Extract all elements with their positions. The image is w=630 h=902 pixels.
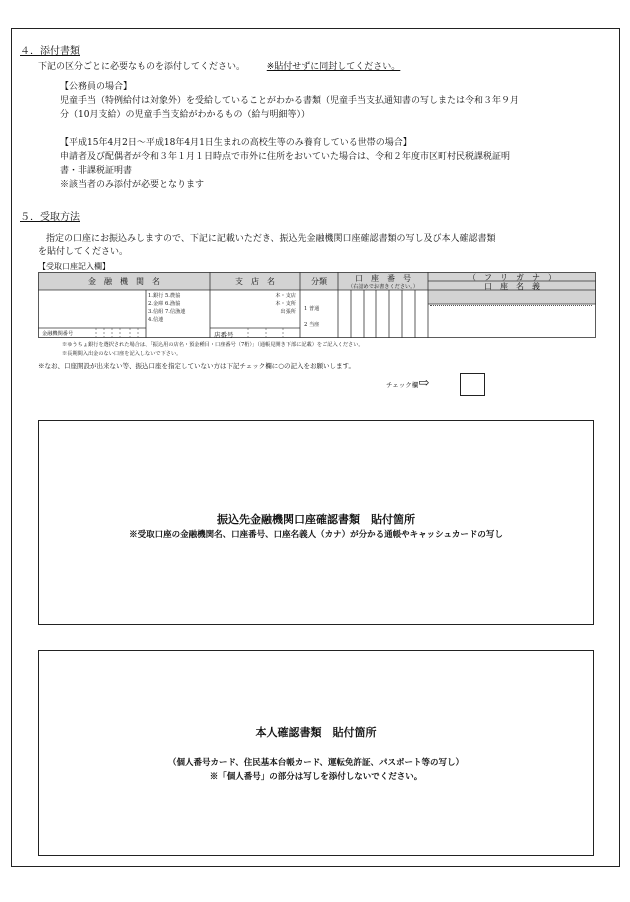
bank-document-paste-note: ※受取口座の金融機関名、口座番号、口座名義人（カナ）が分かる通帳やキャッシュカードの写し — [129, 530, 503, 540]
kana-input-line[interactable] — [430, 305, 592, 306]
section4-intro — [38, 61, 400, 74]
col-account-holder: 口 座 名 義 — [484, 282, 540, 291]
bank-type-1: 1.銀行 5.農協 — [148, 293, 181, 299]
col-account-number-note: （右詰めでお書きください。） — [347, 284, 419, 290]
bank-document-paste-area — [38, 420, 594, 625]
public-servant-heading: 【公務員の場合】 — [60, 82, 133, 92]
id-document-paste-line1: （個人番号カード、住民基本台帳カード、運転免許証、パスポート等の写し） — [168, 758, 464, 768]
col-kana: （ フ リ ガ ナ ） — [468, 273, 556, 282]
account-table-title: 【受取口座記入欄】 — [38, 262, 110, 271]
public-servant-line2: 分（10月支給）の児童手当支給がわかるもの（給与明細等）） — [60, 110, 310, 120]
account-table — [38, 272, 596, 338]
branch-type-1: 本・支店 — [275, 293, 296, 299]
check-label — [386, 376, 430, 391]
id-document-paste-line2: ※「個人番号」の部分は写しを添付しないでください。 — [209, 772, 423, 782]
highschool-heading: 【平成15年4月2日～平成18年4月1日生まれの高校生等のみ養育している世帯の場合】 — [60, 138, 412, 148]
col-branch-name: 支 店 名 — [235, 277, 275, 286]
bank-type-4: 4.信連 — [148, 317, 164, 323]
dormant-account-note: ※長期間入出金のない口座を記入しないで下さい。 — [62, 351, 182, 357]
id-document-paste-title: 本人確認書類 貼付箇所 — [255, 726, 377, 739]
bank-code-label: 金融機関番号 — [42, 331, 74, 337]
col-bank-name: 金 融 機 関 名 — [88, 277, 160, 286]
section5-heading: ５．受取方法 — [20, 212, 80, 223]
section5-intro-line2: を貼付してください。 — [38, 247, 129, 257]
highschool-line3: ※該当者のみ添付が必要となります — [60, 180, 205, 190]
branch-code-label: 店番号 — [214, 331, 234, 339]
section4-heading: ４．添付書類 — [20, 46, 80, 57]
no-account-note: ※なお、口座開設が出来ない等、振込口座を指定していない方は下記チェック欄に○の記入をお願いします。 — [38, 362, 355, 370]
account-type-current: 2 当座 — [304, 322, 320, 328]
section5-intro-line1: 指定の口座にお振込みしますので、下記に記載いただき、振込先金融機関口座確認書類の写し及び本人確認書類 — [46, 234, 496, 244]
public-servant-line1: 児童手当（特例給付は対象外）を受給していることがわかる書類（児童手当支払通知書の写しまたは令和３年９月 — [60, 96, 520, 106]
section4-enclose-note: ※貼付せずに同封してください。 — [266, 62, 401, 72]
check-box[interactable] — [460, 373, 485, 396]
highschool-line2: 書・非課税証明書 — [60, 166, 133, 176]
account-type-ordinary: 1 普通 — [304, 306, 320, 312]
bank-document-paste-title: 振込先金融機関口座確認書類 貼付箇所 — [217, 513, 415, 526]
check-label-text: チェック欄 — [386, 381, 419, 389]
col-account-number: 口 座 番 号 — [355, 274, 411, 283]
branch-type-2: 本・支所 — [275, 301, 296, 307]
col-account-type: 分類 — [311, 277, 327, 286]
bank-type-2: 2.金庫 6.漁協 — [148, 301, 181, 307]
yucho-note: ※ゆうちょ銀行を選択された場合は、「振込用の店名・預金種目・口座番号（7桁）」（通帳見開き下部に記載）をご記入ください。 — [62, 342, 364, 348]
branch-type-3: 出張所 — [280, 309, 296, 315]
bank-type-3: 3.信組 7.信漁連 — [148, 309, 186, 315]
id-document-paste-area — [38, 650, 594, 856]
arrow-right-icon: ⇨ — [418, 376, 430, 391]
highschool-line1: 申請者及び配偶者が令和３年１月１日時点で市外に住所をおいていた場合は、令和２年度市区町村民税課税証明 — [60, 152, 511, 162]
section4-intro-text: 下記の区分ごとに必要なものを添付してください。 — [38, 62, 246, 72]
